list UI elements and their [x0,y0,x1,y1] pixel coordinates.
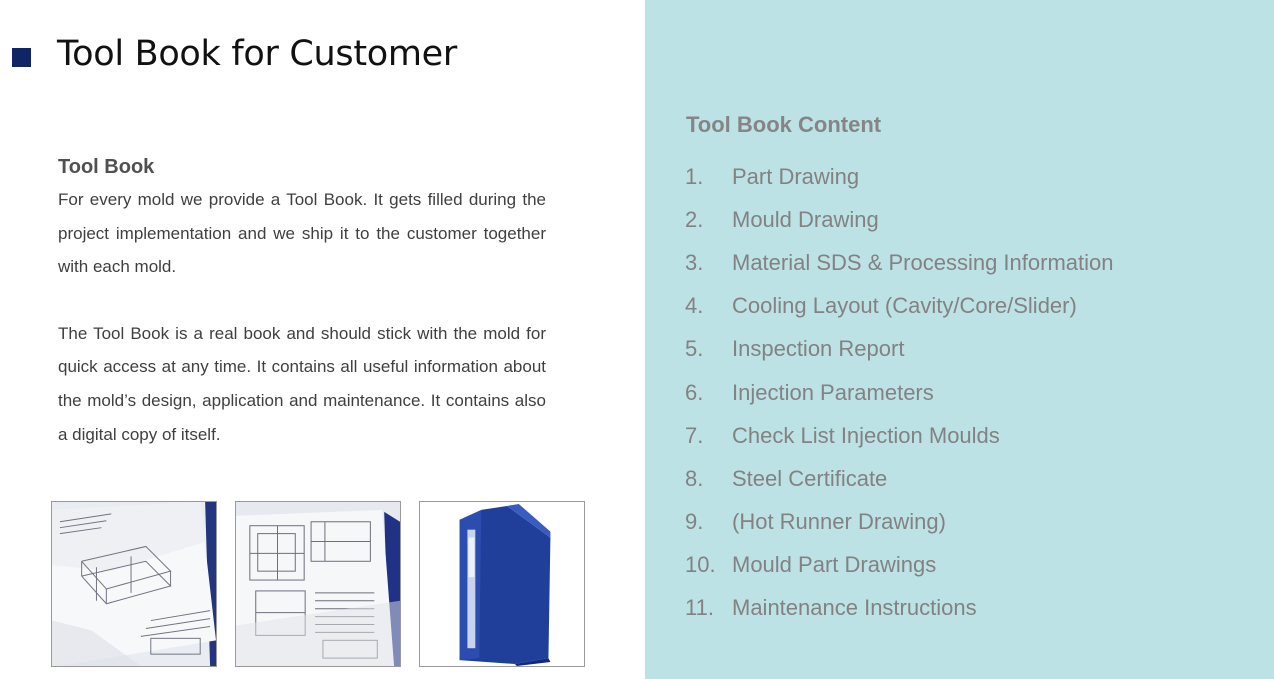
list-item [685,241,1114,284]
list-item-number: 9. [685,509,704,535]
list-item-number: 5. [685,336,704,362]
slide-title: Tool Book for Customer [57,34,458,74]
list-item-label: (Hot Runner Drawing) [732,509,946,535]
list-item-label: Cooling Layout (Cavity/Core/Slider) [732,293,1077,319]
list-item-number: 2. [685,206,704,232]
content-heading: Tool Book Content [686,112,882,137]
list-item-label: Injection Parameters [732,379,934,405]
list-item [685,285,1114,328]
list-item [685,198,1114,241]
list-item [685,371,1114,414]
list-item [685,457,1114,500]
tool-book-open-pages-photo [235,501,401,667]
tool-book-content-panel [645,0,1274,679]
list-item-label: Part Drawing [732,163,860,189]
list-item [685,328,1114,371]
list-item-number: 3. [685,249,704,275]
description-paragraph-1: For every mold we provide a Tool Book. It gets filled during the project implementation and we ship it to the customer together with each mold. [58,190,546,277]
title-bullet-square [12,48,31,67]
list-item-number: 8. [685,465,704,491]
tool-book-drawing-page-photo [51,501,217,667]
list-item-number: 1. [685,163,704,189]
list-item-label: Check List Injection Moulds [732,422,1000,448]
list-item-label: Maintenance Instructions [732,595,977,621]
list-item-number: 6. [685,379,704,405]
list-item-number: 10. [685,552,716,578]
tool-book-description [58,156,546,451]
list-item-label: Mould Part Drawings [732,552,937,578]
list-item-label: Steel Certificate [732,465,888,491]
list-item-label: Inspection Report [732,336,905,362]
list-item-number: 11. [685,595,714,621]
list-item [685,587,1114,630]
description-paragraph-2: The Tool Book is a real book and should stick with the mold for quick access at any time. It contains all useful information about the mold’s design, application and maintenance. It contains also a digital copy of itself. [58,323,546,444]
list-item-number: 7. [685,422,704,448]
content-list [685,155,1114,630]
list-item-label: Material SDS & Processing Information [732,249,1114,275]
list-item [685,155,1114,198]
section-heading: Tool Book [58,156,155,178]
list-item-label: Mould Drawing [732,206,879,232]
list-item [685,501,1114,544]
list-item-number: 4. [685,293,704,319]
list-item [685,544,1114,587]
list-item [685,414,1114,457]
tool-book-blue-binder-photo [419,501,585,667]
